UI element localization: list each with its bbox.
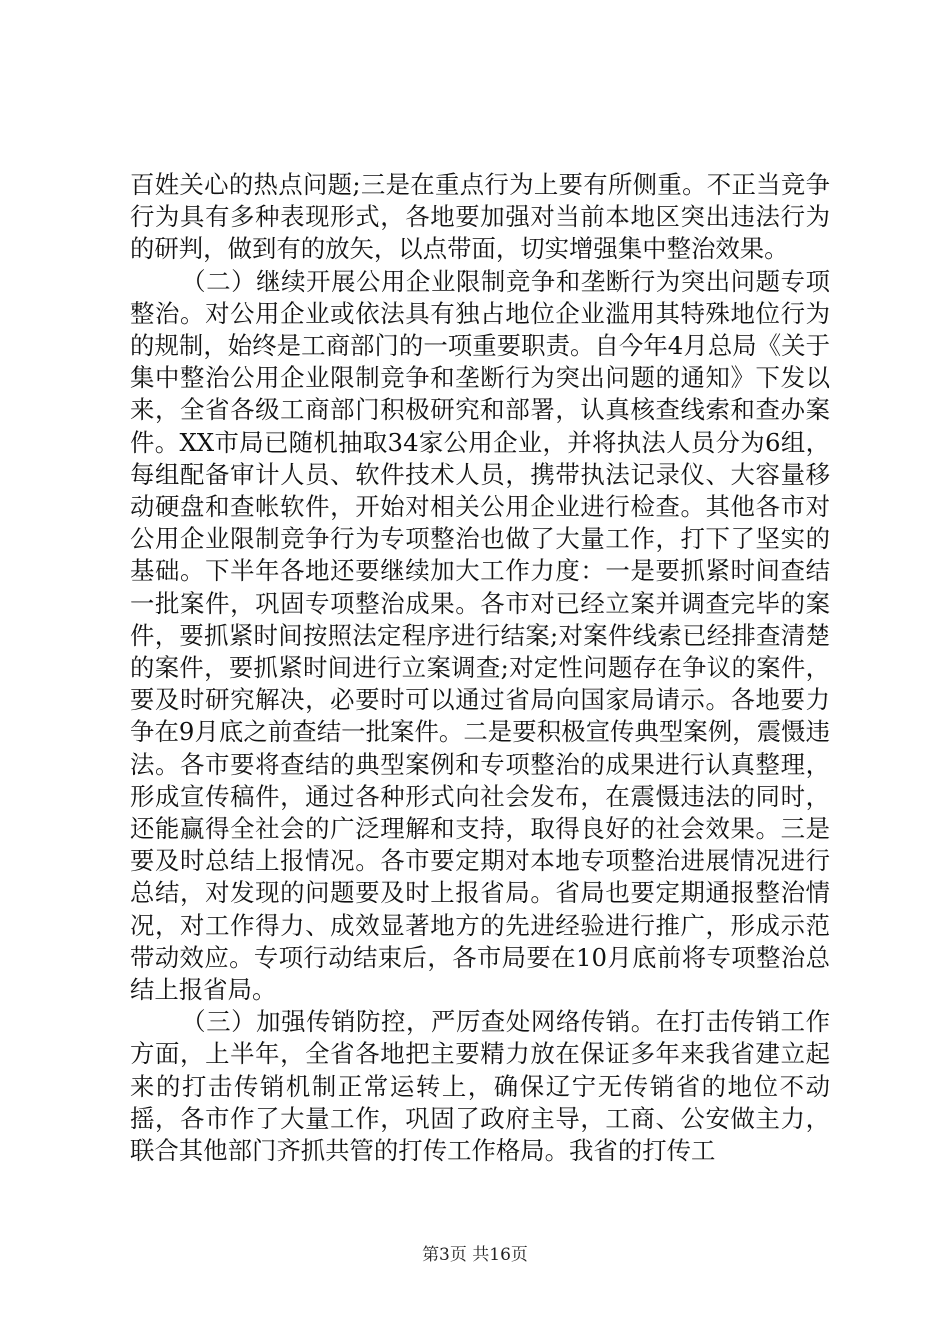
document-body (130, 169, 830, 1167)
paragraph-section-three: （三）加强传销防控，严厉查处网络传销。在打击传销工作方面，上半年，全省各地把主要精力放在保证多年来我省建立起来的打击传销机制正常运转上，确保辽宁无传销省的地位不动摇，各市作了大量工作，巩固了政府主导，工商、公安做主力，联合其他部门齐抓共管的打传工作格局。我省的打传工 (130, 1007, 830, 1166)
paragraph-continuation: 百姓关心的热点问题;三是在重点行为上要有所侧重。不正当竞争行为具有多种表现形式，各地要加强对当前本地区突出违法行为的研判，做到有的放矢，以点带面，切实增强集中整治效果。 (130, 170, 830, 264)
page-number-footer: 第3页 共16页 (422, 1245, 528, 1265)
paragraph-section-two: （二）继续开展公用企业限制竞争和垄断行为突出问题专项整治。对公用企业或依法具有独占地位企业滥用其特殊地位行为的规制，始终是工商部门的一项重要职责。自今年4月总局《关于集中整治公用企业限制竞争和垄断行为突出问题的通知》下发以来，全省各级工商部门积极研究和部署，认真核查线索和查办案件。XX市局已随机抽取34家公用企业，并将执法人员分为6组，每组配备审计人员、软件技术人员，携带执法记录仪、大容量移动硬盘和查帐软件，开始对相关公用企业进行检查。其他各市对公用企业限制竞争行为专项整治也做了大量工作，打下了坚实的基础。下半年各地还要继续加大工作力度：一是要抓紧时间查结一批案件，巩固专项整治成果。各市对已经立案并调查完毕的案件，要抓紧时间按照法定程序进行结案;对案件线索已经排查清楚的案件，要抓紧时间进行立案调查;对定性问题存在争议的案件，要及时研究解决，必要时可以通过省局向国家局请示。各地要力争在9月底之前查结一批案件。二是要积极宣传典型案例，震慑违法。各市要将查结的典型案例和专项整治的成果进行认真整理，形成宣传稿件，通过各种形式向社会发布，在震慑违法的同时，还能赢得全社会的广泛理解和支持，取得良好的社会效果。三是要及时总结上报情况。各市要定期对本地专项整治进展情况进行总结，对发现的问题要及时上报省局。省局也要定期通报整治情况，对工作得力、成效显著地方的先进经验进行推广，形成示范带动效应。专项行动结束后，各市局要在10月底前将专项整治总结上报省局。 (130, 266, 830, 1005)
